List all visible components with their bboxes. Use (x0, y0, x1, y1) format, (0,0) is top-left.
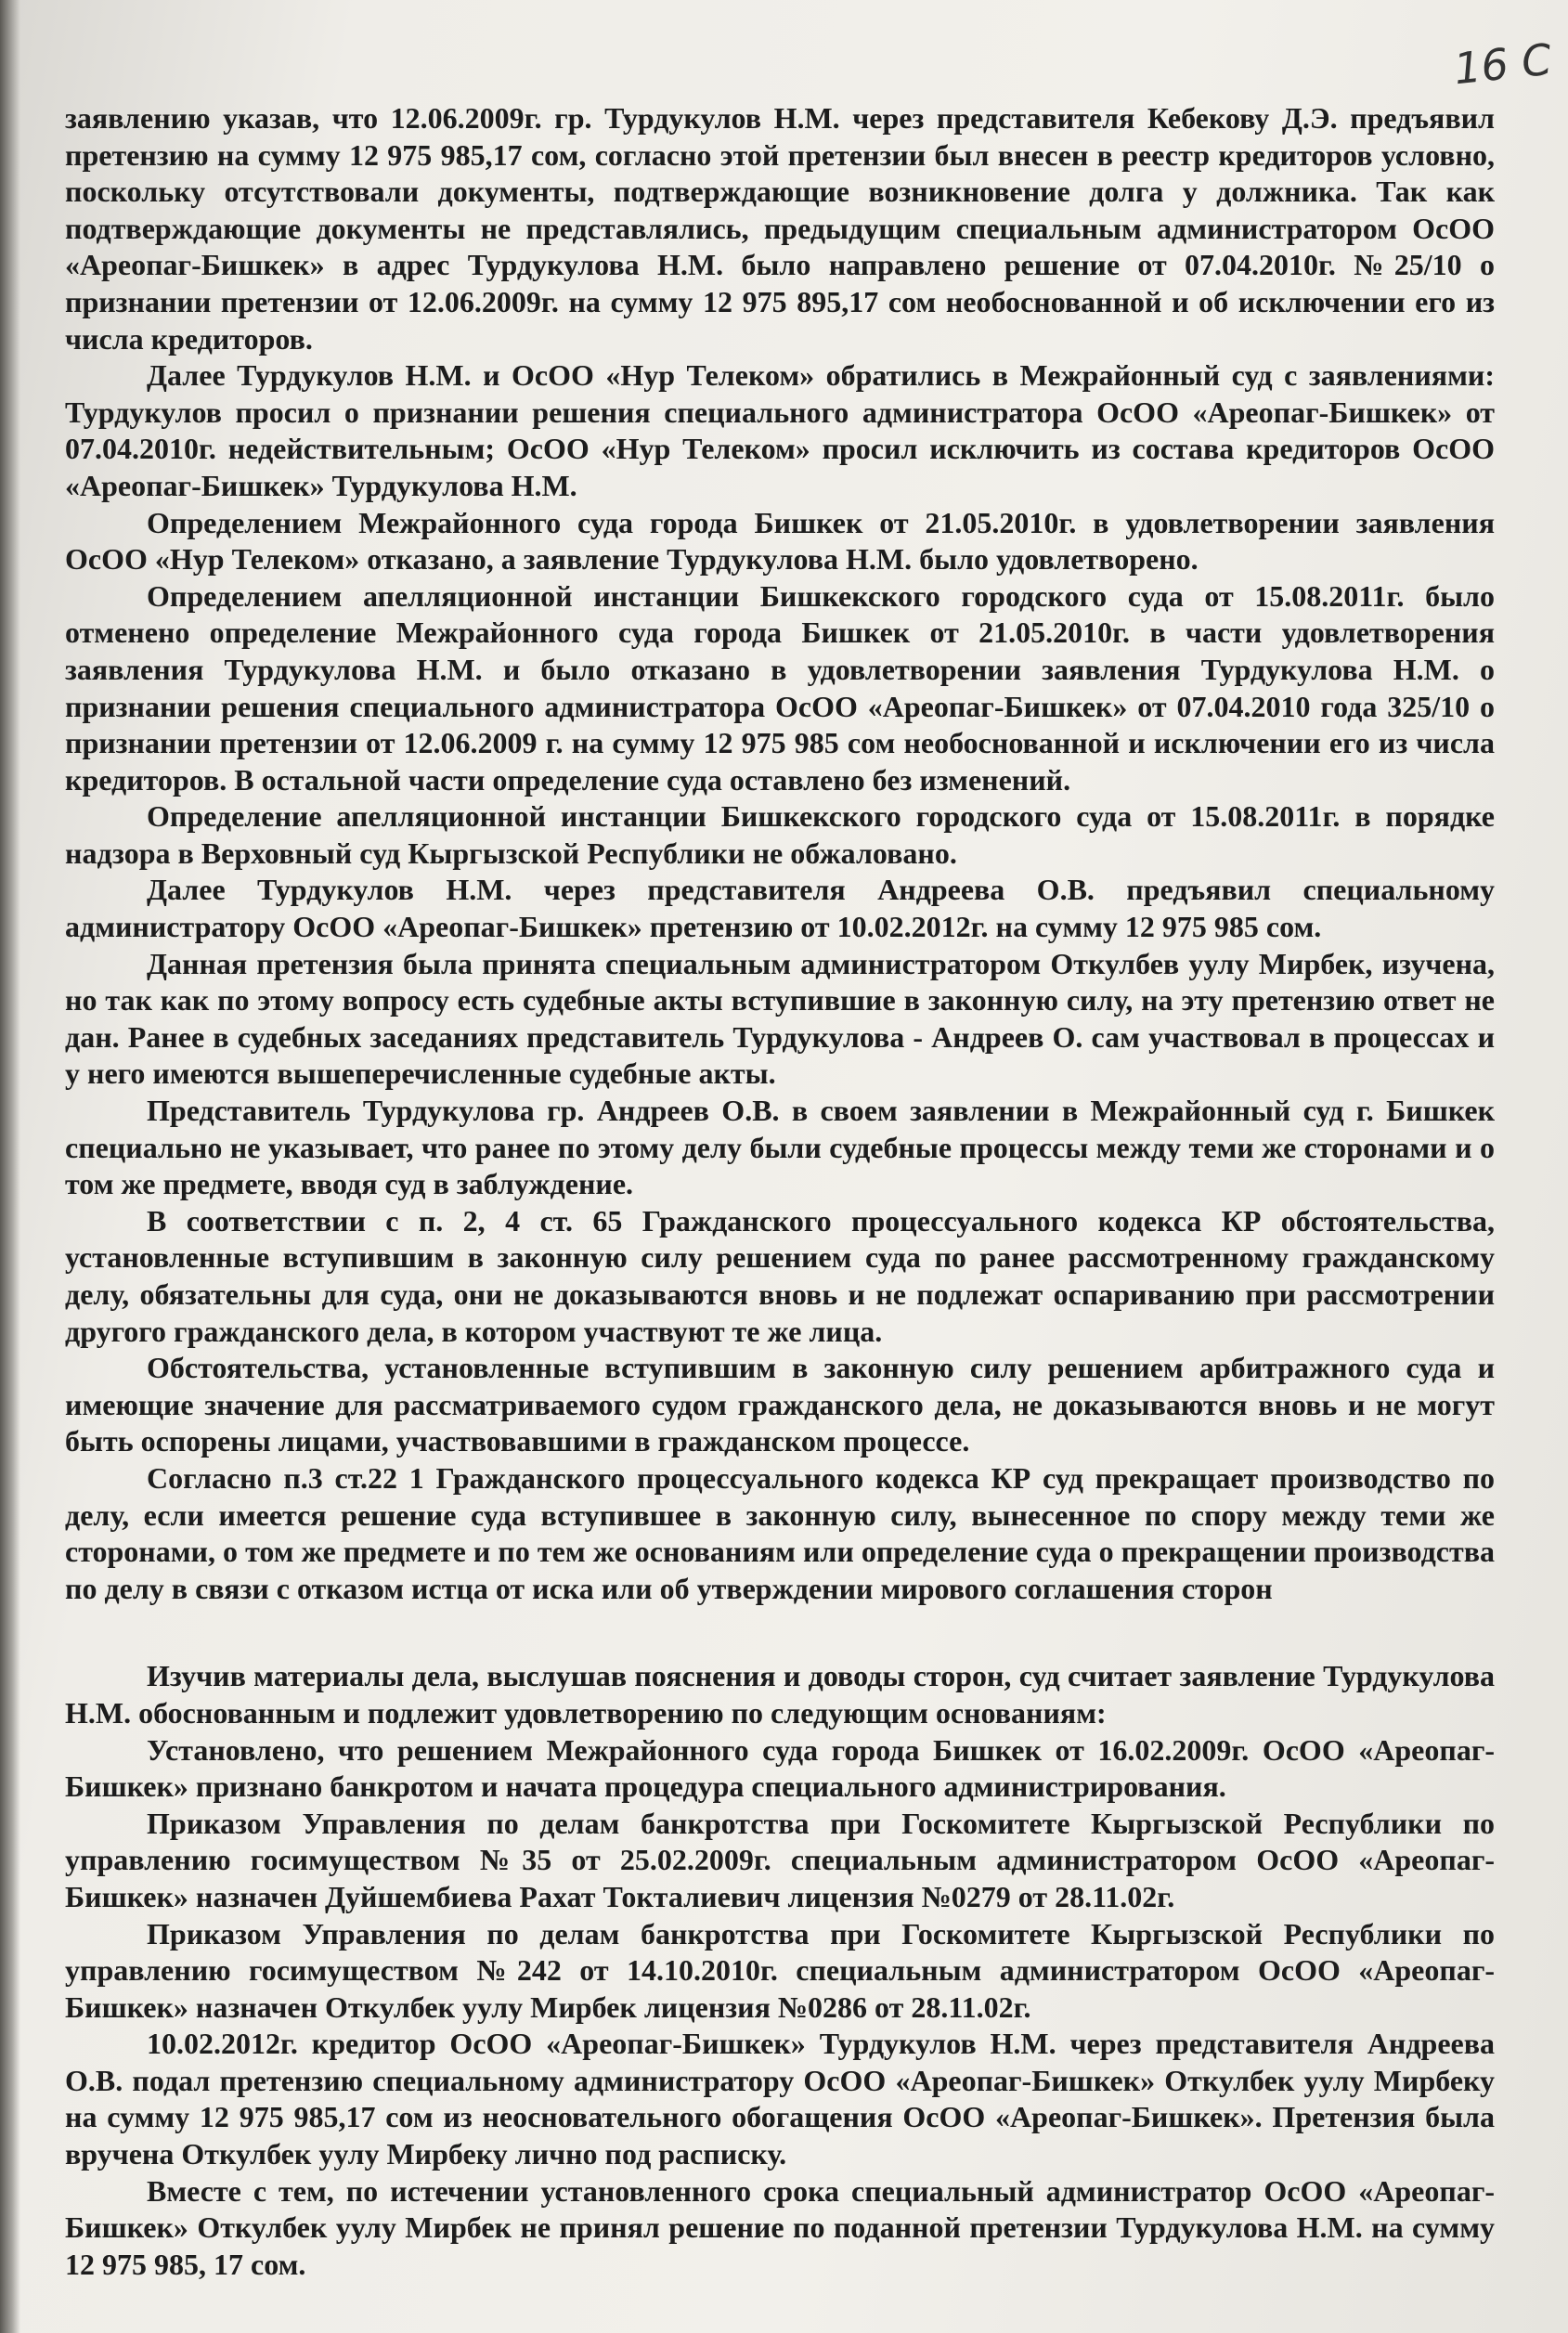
paragraph-5: Определение апелляционной инстанции Бишкекского городского суда от 15.08.2011г. в порядке надзора в Верховный суд Кыргызской Республики не обжаловано. (65, 799, 1495, 870)
paragraph-8: Представитель Турдукулова гр. Андреев О.В. в своем заявлении в Межрайонный суд г. Бишкек специально не указывает, что ранее по этому делу были судебные процессы между теми же сторонами и о том же предмете, вводя суд в заблуждение. (65, 1094, 1495, 1201)
page-edge-shadow (0, 0, 20, 2333)
paragraph-3: Определением Межрайонного суда города Бишкек от 21.05.2010г. в удовлетворении заявления ОсОО «Нур Телеком» отказано, а заявление Турдукулова Н.М. было удовлетворено. (65, 505, 1495, 577)
paragraph-1: заявлению указав, что 12.06.2009г. гр. Турдукулов Н.М. через представителя Кебекову Д.Э. предъявил претензию на сумму 12 975 985,17 сом, согласно этой претензии был внесен в реестр кредиторов условно, поскольку отсутствовали документы, подтверждающие возникновение долга у должника. Так как подтверждающие документы не представлялись, предыдущим специальным администратором ОсОО «Ареопаг-Бишкек» в адрес Турдукулова Н.М. было направлено решение от 07.04.2010г. №25/10 о признании претензии от 12.06.2009г. на сумму 12 975 895,17 сом необоснованной и об исключении его из числа кредиторов. (65, 101, 1495, 356)
document-body (65, 100, 1495, 2283)
paragraph-17: Вместе с тем, по истечении установленного срока специальный администратор ОсОО «Ареопаг-Бишкек» Откулбек уулу Мирбек не принял решение по поданной претензии Турдукулова Н.М. на сумму 12 975 985, 17 сом. (65, 2173, 1495, 2281)
paragraph-6: Далее Турдукулов Н.М. через представителя Андреева О.В. предъявил специальному администратору ОсОО «Ареопаг-Бишкек» претензию от 10.02.2012г. на сумму 12 975 985 сом. (65, 873, 1495, 944)
paragraph-gap (65, 1607, 1495, 1658)
paragraph-16: 10.02.2012г. кредитор ОсОО «Ареопаг-Бишкек» Турдукулов Н.М. через представителя Андреева О.В. подал претензию специальному администратору ОсОО «Ареопаг-Бишкек» Откулбек уулу Мирбеку на сумму 12 975 985,17 сом из неосновательного обогащения ОсОО «Ареопаг-Бишкек». Претензия была вручена Откулбек уулу Мирбеку лично под расписку. (65, 2027, 1495, 2171)
paragraph-9: В соответствии с п. 2, 4 ст. 65 Гражданского процессуального кодекса КР обстоятельства, установленные вступившим в законную силу решением суда по ранее рассмотренному гражданскому делу, обязательны для суда, они не доказываются вновь и не подлежат оспариванию при рассмотрении другого гражданского дела, в котором участвуют те же лица. (65, 1203, 1495, 1348)
paragraph-14: Приказом Управления по делам банкротства при Госкомитете Кыргызской Республики по управлению госимуществом №35 от 25.02.2009г. специальным администратором ОсОО «Ареопаг-Бишкек» назначен Дуйшембиева Рахат Токталиевич лицензия №0279 от 28.11.02г. (65, 1806, 1495, 1913)
paragraph-13: Установлено, что решением Межрайонного суда города Бишкек от 16.02.2009г. ОсОО «Ареопаг-Бишкек» признано банкротом и начата процедура специального администрирования. (65, 1732, 1495, 1804)
paragraph-11: Согласно п.3 ст.22 1 Гражданского процессуального кодекса КР суд прекращает производство по делу, если имеется решение суда вступившее в законную силу, вынесенное по спору между теми же сторонами, о том же предмете и по тем же основаниям или определение суда о прекращении производства по делу в связи с отказом истца от иска или об утверждении мирового соглашения сторон (65, 1460, 1495, 1605)
page-number: 16 C (1451, 33, 1554, 95)
paragraph-15: Приказом Управления по делам банкротства при Госкомитете Кыргызской Республики по управлению госимуществом №242 от 14.10.2010г. специальным администратором ОсОО «Ареопаг-Бишкек» назначен Откулбек уулу Мирбек лицензия №0286 от 28.11.02г. (65, 1916, 1495, 2024)
paragraph-10: Обстоятельства, установленные вступившим в законную силу решением арбитражного суда и имеющие значение для рассматриваемого судом гражданского дела, не доказываются вновь и не могут быть оспорены лицами, участвовавшими в гражданском процессе. (65, 1351, 1495, 1458)
paragraph-2: Далее Турдукулов Н.М. и ОсОО «Нур Телеком» обратились в Межрайонный суд с заявлениями: Турдукулов просил о признании решения специального администратора ОсОО «Ареопаг-Бишкек» от 07.04.2010г. недействительным; ОсОО «Нур Телеком» просил исключить из состава кредиторов ОсОО «Ареопаг-Бишкек» Турдукулова Н.М. (65, 358, 1495, 502)
paragraph-4: Определением апелляционной инстанции Бишкекского городского суда от 15.08.2011г. было отменено определение Межрайонного суда города Бишкек от 21.05.2010г. в части удовлетворения заявления Турдукулова Н.М. и было отказано в удовлетворении заявления Турдукулова Н.М. о признании решения специального администратора ОсОО «Ареопаг-Бишкек» от 07.04.2010 года 325/10 о признании претензии от 12.06.2009 г. на сумму 12 975 985 сом необоснованной и исключении его из числа кредиторов. В остальной части определение суда оставлено без изменений. (65, 578, 1495, 797)
paragraph-12: Изучив материалы дела, выслушав пояснения и доводы сторон, суд считает заявление Турдукулова Н.М. обоснованным и подлежит удовлетворению по следующим основаниям: (65, 1659, 1495, 1730)
paragraph-7: Данная претензия была принята специальным администратором Откулбев уулу Мирбек, изучена, но так как по этому вопросу есть судебные акты вступившие в законную силу, на эту претензию ответ не дан. Ранее в судебных заседаниях представитель Турдукулова - Андреев О. сам участвовал в процессах и у него имеются вышеперечисленные судебные акты. (65, 946, 1495, 1091)
